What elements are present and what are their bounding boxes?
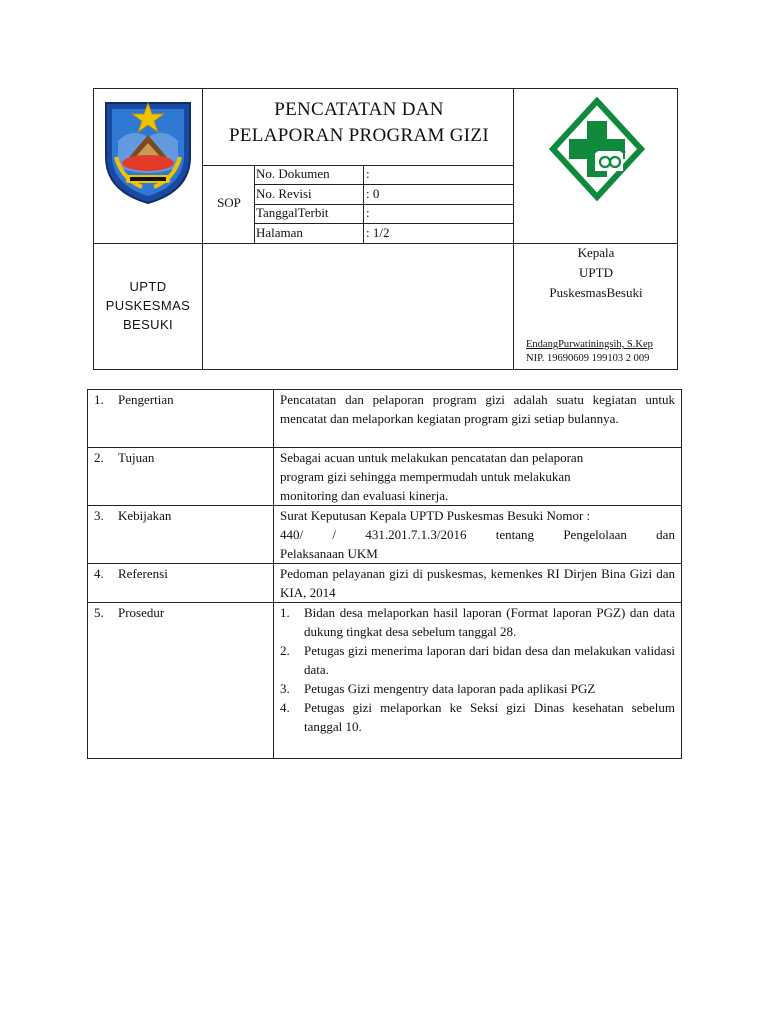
signer-name: EndangPurwatiningsih, S.Kep: [526, 339, 653, 350]
section-body: Pencatatan dan pelaporan program gizi adalah suatu kegiatan untuk mencatat dan melaporkan kegiatan program gizi setiap bulannya.: [274, 390, 682, 448]
step-number: 3.: [280, 681, 290, 696]
signature-block: [514, 243, 678, 303]
table-row: [88, 390, 682, 448]
section-title: Kebijakan: [118, 508, 172, 523]
signature-title-line: Kepala: [577, 245, 615, 260]
procedure-step: [280, 603, 675, 641]
section-number: 3.: [94, 508, 104, 523]
sop-label: SOP: [217, 195, 241, 210]
organization-line: BESUKI: [122, 317, 174, 332]
meta-value-doc-number: :: [366, 166, 370, 181]
section-body: [274, 506, 682, 564]
section-number: 5.: [94, 605, 104, 620]
sop-header-table: [93, 88, 678, 370]
section-body-line: monitoring dan evaluasi kinerja.: [280, 488, 449, 503]
section-title-cell: [88, 603, 274, 759]
section-body-line: program gizi sehingga mempermudah untuk melakukan: [280, 469, 571, 484]
decree-number-part: 440/: [280, 527, 304, 542]
step-text: Petugas gizi melaporkan ke Seksi gizi Dinas kesehatan sebelum tanggal 10.: [304, 700, 675, 734]
procedure-list: [280, 603, 675, 756]
step-text: Petugas gizi menerima laporan dari bidan desa dan melakukan validasi data.: [304, 643, 675, 677]
table-row: [88, 506, 682, 564]
section-body: [274, 448, 682, 506]
decree-number-part: 431.201.7.1.3/2016: [365, 527, 467, 542]
meta-value-page: : 1/2: [366, 225, 390, 240]
divider: [254, 184, 513, 185]
section-title-cell: [88, 506, 274, 564]
table-row: [88, 448, 682, 506]
meta-label-page: Halaman: [256, 225, 303, 240]
decree-word: dan: [656, 527, 675, 542]
meta-label-doc-number: No. Dokumen: [256, 166, 330, 181]
decree-word: Pengelolaan: [563, 527, 627, 542]
organization-line: PUSKESMAS: [105, 298, 191, 313]
procedure-step: [280, 679, 675, 698]
step-text: Bidan desa melaporkan hasil laporan (Format laporan PGZ) dan data dukung tingkat desa sebelum tanggal 28.: [304, 605, 675, 639]
section-number: 1.: [94, 392, 104, 407]
signer-nip: NIP. 19690609 199103 2 009: [526, 353, 650, 364]
meta-value-issue-date: :: [366, 205, 370, 220]
section-title: Prosedur: [118, 605, 165, 620]
decree-number-part: /: [332, 527, 337, 542]
signature-title-line: PuskesmasBesuki: [549, 285, 643, 300]
section-number: 2.: [94, 450, 104, 465]
document-title-line: PELAPORAN PROGRAM GIZI: [229, 125, 489, 146]
step-number: 1.: [280, 605, 290, 620]
section-body: Pedoman pelayanan gizi di puskesmas, kemenkes RI Dirjen Bina Gizi dan KIA, 2014: [274, 564, 682, 603]
section-body-line: Surat Keputusan Kepala UPTD Puskesmas Besuki Nomor :: [280, 508, 591, 523]
section-number: 4.: [94, 566, 104, 581]
organization-line: UPTD: [129, 279, 167, 294]
divider: [202, 89, 203, 369]
document-title: [204, 97, 514, 149]
section-body-line: [280, 525, 675, 544]
procedure-step: [280, 698, 675, 736]
decree-word: tentang: [495, 527, 535, 542]
section-title-cell: [88, 390, 274, 448]
section-body-line: Pelaksanaan UKM: [280, 546, 378, 561]
procedure-step: [280, 641, 675, 679]
section-body-line: Sebagai acuan untuk melakukan pencatatan dan pelaporan: [280, 450, 584, 465]
meta-value-revision: : 0: [366, 186, 380, 201]
step-number: 2.: [280, 643, 290, 658]
step-number: 4.: [280, 700, 290, 715]
meta-label-revision: No. Revisi: [256, 186, 312, 201]
organization-name: [94, 277, 202, 334]
meta-label-issue-date: TanggalTerbit: [256, 205, 329, 220]
step-text: Petugas Gizi mengentry data laporan pada aplikasi PGZ: [304, 681, 596, 696]
sop-content-table: [87, 389, 682, 759]
divider: [254, 223, 513, 224]
table-row: [88, 603, 682, 759]
puskesmas-logo-icon: [549, 97, 645, 201]
section-title: Referensi: [118, 566, 168, 581]
section-title-cell: [88, 448, 274, 506]
procedure-cell: [274, 603, 682, 759]
section-title-cell: [88, 564, 274, 603]
signature-title-line: UPTD: [579, 265, 613, 280]
table-row: [88, 564, 682, 603]
regency-emblem-icon: [102, 97, 194, 205]
divider: [202, 165, 513, 166]
section-title: Tujuan: [118, 450, 155, 465]
document-title-line: PENCATATAN DAN: [274, 99, 444, 120]
section-title: Pengertian: [118, 392, 174, 407]
